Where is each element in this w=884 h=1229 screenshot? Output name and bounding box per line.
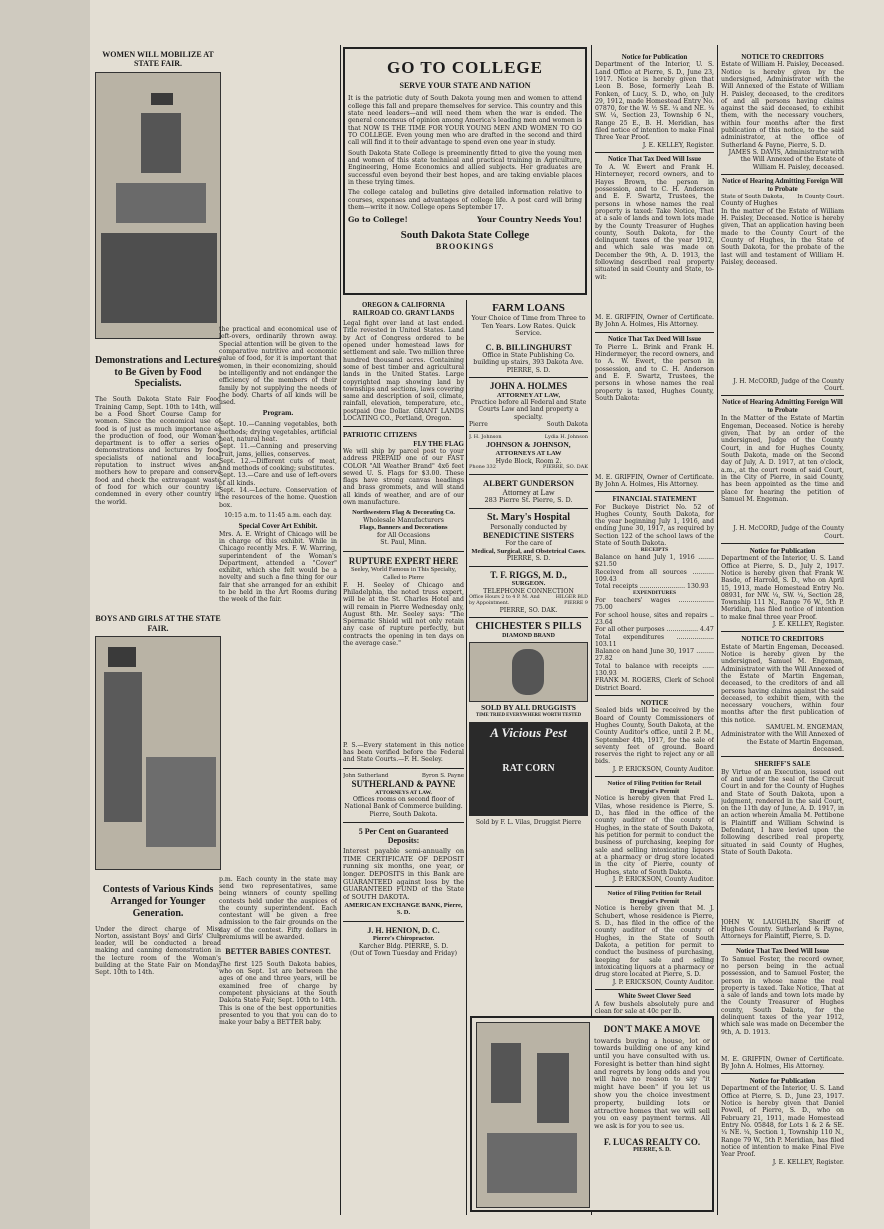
creditors2-heading: NOTICE TO CREDITORS: [741, 635, 824, 644]
deposit-heading: 5 Per Cent on Guaranteed Deposits:: [358, 827, 449, 846]
cover-heading: Special Cover Art Exhibit.: [238, 522, 318, 531]
riggs-phone: TELEPHONE CONNECTION: [483, 587, 574, 595]
expenditure-line: Balance on hand June 30, 1917 ......... 27.82: [595, 648, 714, 663]
filing2-heading: Notice of Filing Petition for Retail Druggist's Permit: [607, 890, 702, 905]
boys-girls-illustration: [95, 636, 221, 870]
holmes-city-right: South Dakota: [546, 421, 588, 429]
deposit-body: Interest payable semi-annually on TIME CERTIFICATE OF DEPOSIT running six months, one year, or longer. DEPOSITS in this Bank are GUARANTEED against loss by the GUARANTEED FUND of the State of SOUTH DAKOTA.: [343, 846, 464, 901]
flag-sub3: for All Occasions: [376, 532, 431, 540]
notice-pub-sig: J. E. KELLEY, Register.: [642, 141, 714, 149]
ratcorn: RAT CORN: [502, 763, 555, 775]
johnson-phone: Phone 332: [469, 463, 496, 470]
column-6: [721, 45, 844, 1215]
farm-body: Your Choice of Time from Three to Ten Years. Low Rates. Quick Service.: [471, 313, 586, 338]
johnson-name: JOHNSON & JOHNSON,: [486, 440, 571, 450]
expenditure-line: Total to balance with receipts ...... 130.93: [595, 662, 714, 678]
receipt-line: Balance on hand July 1, 1916 ........ $21.50: [595, 553, 714, 569]
rupture-heading: RUPTURE EXPERT HERE: [348, 555, 459, 566]
creditors-sig: JAMES S. DAVIS, Administrator with the Will Annexed of the Estate of William H. Paisley, deceased.: [728, 149, 844, 171]
flag-sub1: Wholesale Manufacturers: [363, 517, 444, 525]
move-company: F. LUCAS REALTY CO.: [603, 1136, 701, 1147]
riggs-role: SURGEON.: [511, 580, 546, 588]
chichester-brand: DIAMOND BRAND: [502, 632, 555, 639]
column-rule: [717, 45, 718, 1215]
demo-body: The South Dakota State Fair Food Training Camp, Sept. 10th to 14th, will be a Food Short Course Camp for women. Since the economical use of food is of just as much importance as the production of food, our Woman's department is to offer a series of demonstrations and lectures by food specialists of national and local reputation to instruct wives and mothers how to prepare and conserve food and check the extravagant waste of food for which our country is condemned in every other country in the world.: [95, 396, 221, 506]
creditors2-sig: SAMUEL M. ENGEMAN, Administrator with the Will Annexed of the Estate of Martin Engeman, deceased.: [721, 724, 844, 754]
college-para1: It is the patriotic duty of South Dakota young men and women to attend college this fall and prepare themselves for service. This country and this state need leaders—and will need them when the war is ended. The general concensus of opinion among America's leading men and women is that NOW IS THE TIME FOR YOUR YOUNG MEN AND WOMEN TO GO TO COLLEGE. Even young men who are drafted in the second and third call will find it to their advantage to spend even one year in study.: [348, 95, 582, 147]
henion-note: (Out of Town Tuesday and Friday): [350, 950, 457, 958]
vicious-pest-ad: [469, 722, 588, 816]
filing-heading: Notice of Filing Petition for Retail Druggist's Permit: [607, 780, 702, 795]
creditors2-body: Estate of Martin Engeman, Deceased. Notice is hereby given by the undersigned, Samuel M. Engeman, Administrator with the Will Annexed of the Estate of Martin Engeman, deceased, to the creditors of and all persons having claims against the said deceased, to exhibit them, with the necessary vouchers, within four months after the first publication of this notice.: [721, 643, 844, 724]
filing2-sig: J. P. ERICKSON, County Auditor.: [612, 978, 714, 986]
foreign-state: State of South Dakota,: [721, 193, 785, 200]
flag-sub2: Flags, Banners and Decorations: [359, 524, 448, 532]
sheriff-sig: JOHN W. LAUGHLIN, Sheriff of Hughes County. Sutherland & Payne, Attorneys for Plaintiff, Pierre, S. D.: [721, 918, 844, 941]
college-slogan-left: Go to College!: [348, 215, 408, 225]
foreign2-body: In the Matter of the Estate of Martin Engeman, Deceased. Notice is hereby given, That by an order of the undersigned, Judge of the County Court, in and for Hughes County, South Dakota, made on the Second day of July, A. D. 1917, at ten o'clock, a.m., at the court room of said Court, in the City of Pierre, in said County, has been appointed as the time and place for hearing the petition of Samuel M. Engeman.: [721, 415, 844, 503]
college-subtitle: SERVE YOUR STATE AND NATION: [399, 81, 531, 91]
taxdeed3-body: To Samuel Foster, the record owner, no person being in the actual possession, and to Samuel Foster, the person in whose name the real property is taxed. Take Notice, That at a sale of lands and town lots made by the County Treasurer of Hughes county, South Dakota, for the delinquent taxes of the year 1912, which sale was made on December the 9th, A. D. 1913.: [721, 955, 844, 1036]
college-para2: South Dakota State College is preeminently fitted to give the young men and women of this state technical and practical training in Agriculture, Engineering, Home Economics and allied subjects. Her graduates are successful even beyond their best hopes, and are taking enviable places in these trying times.: [348, 149, 582, 186]
expenditures-heading: EXPENDITURES: [632, 590, 677, 597]
johnson-addr: Hyde Block, Room 2.: [495, 457, 562, 465]
chichester-heading: CHICHESTER S PILLS: [475, 620, 582, 632]
hospital-heading: St. Mary's Hospital: [486, 511, 571, 523]
taxdeed-heading: Notice That Tax Deed Will Issue: [607, 156, 702, 163]
expenditure-line: For school house, sites and repairs .. 23.64: [595, 611, 714, 626]
babies-headline: BETTER BABIES CONTEST.: [225, 947, 331, 957]
receipt-line: Received from all sources ........... 109.43: [595, 568, 714, 583]
chichester-portrait: [469, 642, 588, 702]
realty-illustration: [476, 1022, 590, 1208]
sutherland-left: John Sutherland: [343, 772, 389, 779]
ratcorn-seller: Sold by F. L. Vilas, Druggist Pierre: [475, 819, 582, 827]
henion-addr: Karcher Bldg. PIERRE, S. D.: [358, 942, 449, 950]
holmes-note: Practice before all Federal and State Courts Law and land property a specialty.: [470, 399, 587, 421]
gunderson-role: Attorney at Law: [502, 487, 555, 497]
college-city: BROOKINGS: [435, 241, 495, 251]
chichester-sold: SOLD BY ALL DRUGGISTS: [481, 702, 576, 712]
creditors-body: Estate of William H. Paisley, Deceased. Notice is hereby given by the undersigned, Administrator with the Will Annexed of the Estate of William H. Paisley, deceased, to the creditors of and all persons having claims against the said deceased, to exhibit them, with the necessary vouchers, within four months after the first publication of this notice, to the said administrator, at the office of Sutherland & Payne, Pierre, S. D.: [721, 61, 844, 149]
clover-body: A few bushels absolutely pure and clean for sale at 40c per lb.: [595, 1000, 714, 1016]
oregon-headline: OREGON & CALIFORNIA RAILROAD CO. GRANT LANDS: [352, 302, 455, 318]
college-para3: The college catalog and bulletins give detailed information relative to courses, expenses and advantages of college life. A post card will bring them—write it now. College opens September 17.: [348, 189, 582, 211]
program-item: Sept. 11.—Canning and preserving fruit, jams, jellies, conserves.: [219, 443, 337, 458]
college-title: GO TO COLLEGE: [387, 58, 543, 77]
pub2-sig: J. E. KELLEY, Register.: [772, 621, 844, 629]
scan-margin: [0, 0, 90, 1229]
pub3-heading: Notice for Publication: [749, 1077, 816, 1086]
notice-sig: J. P. ERICKSON, County Auditor.: [612, 765, 714, 773]
financial-body: For Buckeye District No. 52 of Hughes County, South Dakota, for the year beginning July 1, 1916, and ending June 30, 1917, as required by Section 122 of the school laws of the State of South Dakota.: [595, 503, 714, 548]
vicious-heading: A Vicious Pest: [490, 725, 567, 741]
taxdeed3-heading: Notice That Tax Deed Will Issue: [735, 947, 830, 955]
hospital-for: For the care of: [505, 540, 552, 548]
holmes-role: ATTORNEY AT LAW,: [496, 391, 561, 399]
taxdeed2-sig: M. E. GRIFFIN, Owner of Certificate. By John A. Holmes, His Attorney.: [595, 473, 714, 488]
sutherland-city: Pierre, South Dakota.: [369, 810, 438, 818]
flag-city: St. Paul, Minn.: [380, 539, 427, 547]
expenditure-line: For all other purposes ................ 4.47: [595, 626, 714, 634]
patriotic-heading: PATRIOTIC CITIZENS: [343, 431, 417, 440]
holmes: JOHN A. HOLMES: [489, 380, 568, 391]
uncle-sam-illustration: [95, 72, 221, 339]
sutherland-role: ATTORNEYS AT LAW.: [375, 789, 432, 796]
gunderson: ALBERT GUNDERSON: [483, 477, 574, 488]
johnson-right: Lydia H. Johnson: [544, 434, 588, 441]
taxdeed-body: To A. W. Ewert and Frank H. Hinterneyer, record owners, and to Hayes Brown, the person in possession, and to C. H. Anderson and E. F. Swartz, Trustees, the persons in whose names the real property is taxed: Take Notice, That at a sale of lands and town lots made by the County Treasurer of Hughes county, South Dakota, for the delinquent taxes of the year 1912, and which sale was made on December the 9th, A. D. 1913, the following described real property situated in said County and State, to-wit:: [595, 164, 714, 281]
notice-body: Sealed bids will be received by the Board of County Commissioners of Hughes County, South Dakota, at the County Auditor's office, until 2 P. M., September 4th, 1917, for the sale of seventy feet of ground. Board reserves the right to reject any or all bids.: [595, 707, 714, 766]
sheriff-body: By Virtue of an Execution, issued out of and under the seal of the Circuit Court in and for the County of Hughes and State of South Dakota, upon a judgment, rendered in the said Court, on the 11th day of June, A. D. 1917, in an action wherein Amalia M. Pettibone is Plaintiff and William Schwind is Defendant, I have levied upon the following described real property, situated in said County of Hughes, State of South Dakota.: [721, 768, 844, 857]
sutherland-name: SUTHERLAND & PAYNE: [351, 779, 456, 789]
billinghurst-addr: Office in State Publishing Co. building up stairs, 393 Dakota Ave.: [473, 351, 584, 367]
move-heading: DON'T MAKE A MOVE: [603, 1024, 701, 1034]
pub3-body: Department of the Interior, U. S. Land Office at Pierre, S. D., June 23, 1917. Notice is hereby given that Daniel Powell, of Pierre, S. D., who on February 21, 1911, made Homestead Entry No. 05848, for Lots 1 & 2 & SE. ¼ NE. ¼, Section 1, Township 110 N., Range 79 W., 5th P. Meridian, has filed notice of intention to make Final Five Year Proof.: [721, 1085, 844, 1159]
sutherland-right: Byron S. Payne: [421, 772, 464, 779]
receipts-heading: RECEIPTS: [640, 547, 669, 554]
demo-headline: Demonstrations and Lectures to Be Given by Food Specialists.: [95, 354, 221, 390]
deposit-bank: AMERICAN EXCHANGE BANK, Pierre, S. D.: [344, 901, 463, 917]
rupture-sub: Seeley, World Famous in This Specialty, Called to Pierre: [350, 566, 457, 581]
riggs-city: PIERRE, SO. DAK.: [499, 606, 558, 614]
cover-body: Mrs. A. E. Wright of Chicago will be in charge of this exhibit. While in Chicago recently Mrs. F. W. Warring, superintendent of the Woman's Department, attended a "Cover" exhibit, which she felt would be a novelty and such a fine thing for our fair that she arranged for an exhibit to be held in the Art Rooms during the week of the fair.: [219, 530, 337, 604]
foreign2-sig: J. H. McCORD, Judge of the County Court.: [733, 525, 844, 540]
pub2-body: Department of the Interior, U. S. Land Office at Pierre, S. D., July 2, 1917. Notice is hereby given that Frank W. Basde, of Harrold, S. D., who on April 15, 1913, made Homestead Entry No. 08931, for NW. ¼, SW. ¼, Section 28, Township 111 N., Range 76 W., 5th P. Meridian, has filed notice of intention to make final three year Proof.: [721, 555, 844, 621]
johnson-city: PIERRE, SO. DAK: [542, 463, 588, 470]
notice-heading: NOTICE: [640, 699, 669, 707]
fly-flag: FLY THE FLAG: [413, 439, 464, 448]
program-item: Sept. 12.—Different cuts of meat, and methods of cooking; substitutes.: [219, 457, 337, 473]
johnson-left: J. H. Johnson: [469, 434, 502, 441]
program-item: Sept. 10.—Canning vegetables, both methods; drying vegetables, artificial heat, natural heat.: [219, 421, 337, 443]
contests-body: Under the direct charge of Miss Norton, assistant Boys' and Girls' Club leader, will be conducted a bread making and canning demonstration in the lecture room of the Woman's building at the State Fair on Monday, Sept. 10th to 14th.: [95, 925, 221, 977]
chichester-everywhere: TIME TRIED EVERYWHERE WORTH TESTED: [475, 712, 582, 718]
pub3-sig: J. E. KELLEY, Register.: [772, 1158, 844, 1166]
foreign-sig: J. H. McCORD, Judge of the County Court.: [733, 377, 844, 393]
column-rule: [466, 300, 467, 1215]
babies-intro: p.m. Each county in the state may send two representatives, same being winners of county spelling contests held under the auspices of the county superintendent. Each contestant will be given a free admission to the fair grounds on the day of the contest. Fifty dollars in premiums will be awarded.: [219, 875, 337, 942]
sutherland-office: Offices rooms on second floor of National Bank of Commerce building.: [344, 796, 463, 811]
hospital-city: PIERRE, S. D.: [506, 555, 551, 563]
flag-company: Northwestern Flag & Decorating Co.: [352, 509, 455, 517]
rupture-ps: P. S.—Every statement in this notice has been verified before the Federal and State Courts.—F. H. Seeley.: [343, 741, 464, 764]
riggs-bldg: HILGER BLD PIERRE 9: [555, 595, 588, 606]
riggs: T. F. RIGGS, M. D.,: [490, 569, 567, 580]
gunderson-addr: 283 Pierre St. Pierre, S. D.: [484, 496, 573, 505]
rupture-body: F. H. Seeley of Chicago and Philadelphia, the noted truss expert, will be at the St. Charles Hotel and will remain in Pierre Wednesday only, August 8th. Mr. Seeley says: "The Spermatic Shield will not only retain any case of rupture perfectly, but contracts the opening in ten days on the average case.": [343, 581, 464, 648]
foreign2-heading: Notice of Hearing Admitting Foreign Will to Probate: [722, 399, 843, 415]
time-note: 10:15 a.m. to 11:45 a.m. each day.: [224, 512, 332, 520]
foreign-body: In the matter of the Estate of William H. Paisley, Deceased. Notice is hereby given, That an application having been made to the County Court of the County of Hughes, in the State of South Dakota, for the probate of the last will and testament of William H. Paisley, deceased.: [721, 207, 844, 266]
pub2-heading: Notice for Publication: [749, 547, 816, 556]
program-heading: Program.: [262, 408, 294, 418]
women-headline: WOMEN WILL MOBILIZE AT STATE FAIR.: [102, 50, 214, 69]
column-rule: [340, 45, 341, 1215]
notice-pub-body: Department of the Interior, U. S. Land Office at Pierre, S. D., June 23, 1917. Notice is hereby given that Leon B. Bose, formerly Leah B. Fonken, of Lucy, S. D., who, on July 29, 1912, made Homestead Entry No. 07870, for the W. ½ SE. ¼ and NE. ¼ SW. ¼, Section 23, Township 6 N., Range 25 E., B. H. Meridian, has filed notice of intention to make Final Three Year Proof.: [595, 61, 714, 142]
clover-heading: White Sweet Clover Seed: [618, 992, 691, 1000]
taxdeed3-sig: M. E. GRIFFIN, Owner of Certificate. By John A. Holmes, His Attorney.: [721, 1055, 844, 1070]
column-2: [219, 326, 337, 1216]
receipt-line: Total receipts ....................... 130.93: [595, 583, 709, 591]
college-slogan-right: Your Country Needs You!: [477, 215, 582, 225]
taxdeed2-body: To Pierre L. Brink and Frank H. Hindermeyer, the record owners, and to A. W. Ewert, the person in possession, and to C. H. Anderson and E. F. Swartz, Trustees, the persons in whose names the real property is taxed, Hughes County, South Dakota:: [595, 343, 714, 402]
column-3: [343, 302, 464, 1212]
expenditure-line: For teachers' wages .................. 75.00: [595, 596, 714, 612]
foreign-court: In County Court.: [797, 193, 844, 200]
move-city: PIERRE, S. D.: [633, 1147, 671, 1154]
hospital-sisters: BENEDICTINE SISTERS: [483, 530, 574, 540]
henion-sub: Pierre's Chiropractor.: [372, 935, 435, 943]
realty-ad: [470, 1016, 714, 1212]
billinghurst: C. B. BILLINGHURST: [485, 341, 572, 352]
financial-heading: FINANCIAL STATEMENT: [612, 495, 697, 504]
program-item: Sept. 14.—Lecture. Conservation of the resources of the home. Question box.: [219, 487, 337, 509]
college-name: South Dakota State College: [400, 229, 530, 242]
flag-body: We will ship by parcel post to your address PREPAID one of our FAST COLOR "All Weather Brand" 4x6 feet sewed U. S. Flags for $3.00. These flags have strong canvas headings and brass grommets, and will stand all kinds of weather, and are of our own manufacture.: [343, 447, 464, 507]
expenditure-line: Total expenditures ................... 103.11: [595, 633, 714, 648]
oregon-body: Legal fight over land at last ended. Title revested in United States. Land by Act of Congress ordered to be opened under homestead laws for settlement and sale. Two million three hundred thousand acres. Containing some of best timber and agricultural lands in the United States. Large copyrighted map showing land by townships and sections, laws covering same and description of soil, climate, rainfall, elevation, temperature, etc., postpaid One Dollar. GRANT LANDS LOCATING CO., Portland, Oregon.: [343, 320, 464, 423]
taxdeed2-heading: Notice That Tax Deed Will Issue: [607, 335, 702, 343]
boys-headline: BOYS AND GIRLS AT THE STATE FAIR.: [95, 614, 221, 633]
filing-body: Notice is hereby given that Fred L. Vilas, whose residence is Pierre, S. D., has filed in the office of the county auditor of the county of Hughes, in the state of South Dakota, his petition for permit to conduct the business of purchasing, keeping for sale and selling intoxicating liquors at a pharmacy or drug store located in the city of Pierre, county of Hughes, state of South Dakota.: [595, 795, 714, 876]
program-intro: the practical and economical use of left-overs, ordinarily thrown away. Special attention will be given to the comparative nutritive and economic value of food, for it is important that women, in their economizing, should be intelligently and not endanger the efficiency of the members of their family by not supplying the needs of the body. Charts of all kinds will be used.: [219, 326, 337, 407]
johnson-role: ATTORNEYS AT LAW: [495, 449, 562, 457]
holmes-city-left: Pierre: [469, 421, 488, 429]
riggs-hours: Office Hours 2 to 4 P. M. And by Appointment.: [469, 595, 540, 606]
contests-headline: Contests of Various Kinds Arranged for Younger Generation.: [102, 884, 214, 919]
program-item: Sept. 13.—Care and use of left-overs of all kinds.: [219, 472, 337, 487]
farm-heading: FARM LOANS: [492, 302, 565, 314]
billinghurst-city: PIERRE, S. D.: [506, 366, 551, 374]
creditors-heading: NOTICE TO CREDITORS: [741, 53, 824, 61]
hospital-sub: Personally conducted by: [490, 523, 567, 531]
foreign-heading: Notice of Hearing Admitting Foreign Will to Probate: [722, 177, 843, 193]
foreign-county: County of Hughes: [721, 200, 778, 208]
filing-sig: J. P. ERICKSON, County Auditor.: [612, 875, 714, 883]
filing2-body: Notice is hereby given that M. J. Schubert, whose residence is Pierre, S. D., has filed in the office of the county auditor of the county of Hughes, in the State of South Dakota, a petition for permit to conduct the business of purchasing, keeping for sale and selling intoxicating liquors at a pharmacy or drug store located at Pierre, S. D.: [595, 905, 714, 979]
notice-pub-heading: Notice for Publication: [621, 53, 688, 61]
move-body: towards buying a house, lot or towards building one of any kind until you have consulted with us. Foresight is better than hind sight and regrets by long odds and you will have no reason to say "it might have been" if you let us show you the choice investment property, building lots or attractive homes that we will sell you on easy payment terms. All we ask is for you to see us.: [594, 1036, 710, 1131]
sheriff-heading: SHERIFF'S SALE: [754, 760, 811, 769]
henion-name: J. H. HENION, D. C.: [367, 925, 440, 935]
financial-sig: FRANK M. ROGERS, Clerk of School District Board.: [595, 677, 714, 692]
column-1: [95, 45, 221, 1215]
college-ad: [343, 47, 587, 295]
taxdeed-sig: M. E. GRIFFIN, Owner of Certificate. By John A. Holmes, His Attorney.: [595, 314, 714, 329]
hospital-cases: Medical, Surgical, and Obstetrical Cases.: [471, 547, 586, 555]
babies-body: The first 125 South Dakota babies, who on Sept. 1st are between the ages of one and three years, will be examined free of charge by competent physicians at the South Dakota State Fair, Sept. 10th to 14th. This is one of the best opportunities presented to you that you can do to make your baby a BETTER baby.: [219, 960, 337, 1027]
